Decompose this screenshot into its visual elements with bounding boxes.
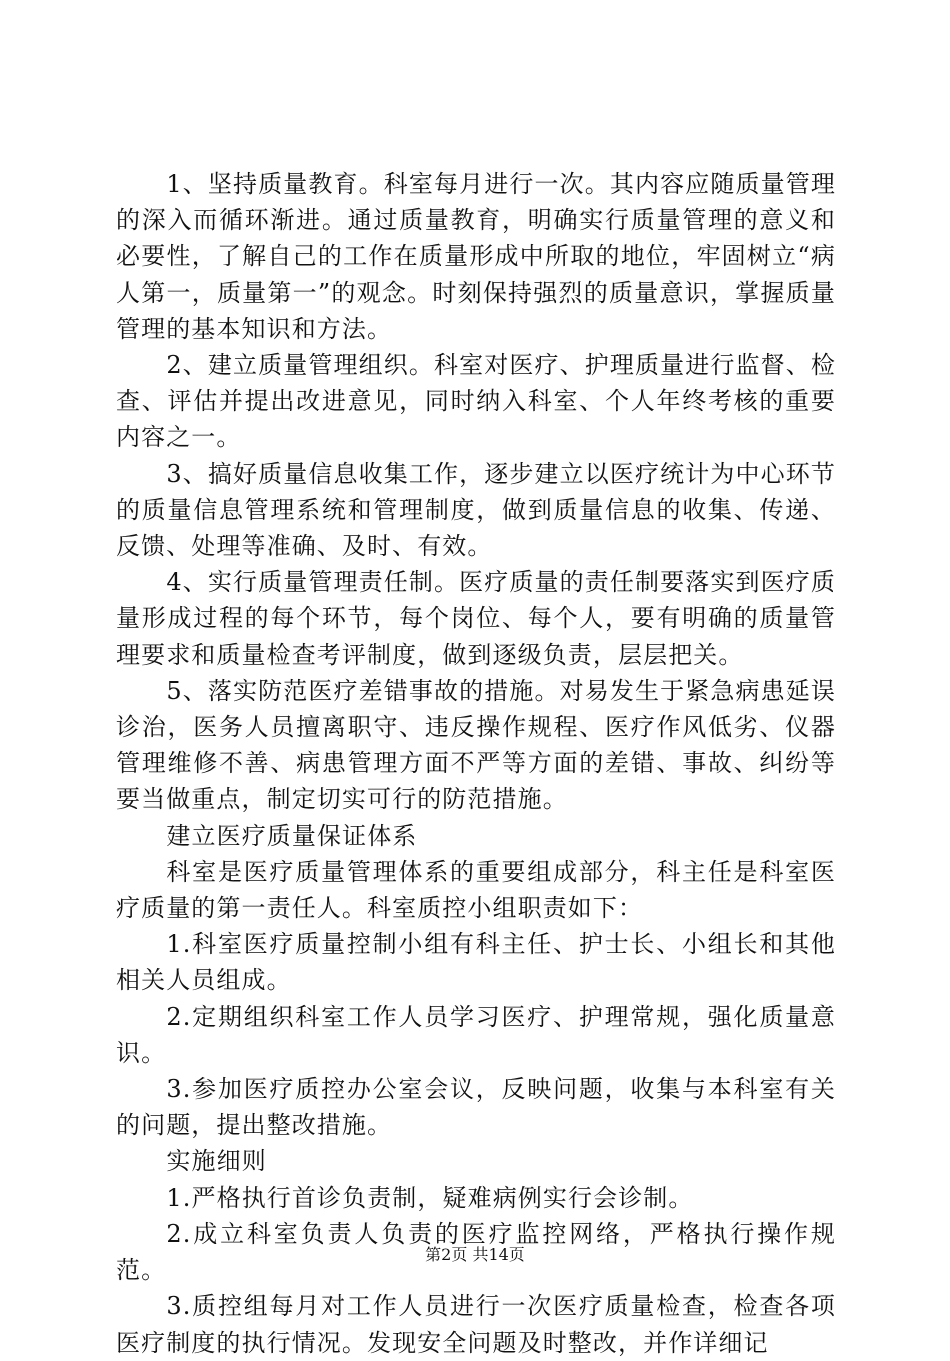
paragraph-department-role: 科室是医疗质量管理体系的重要组成部分，科主任是科室医疗质量的第一责任人。科室质控小组职责如下： [116, 857, 836, 923]
list-item-monthly-inspection: 3.质控组每月对工作人员进行一次医疗质量检查，检查各项医疗制度的执行情况。发现安全问题及时整改，并作详细记 [116, 1292, 836, 1357]
section-heading-assurance-system: 建立医疗质量保证体系 [166, 821, 418, 850]
section-heading-implementation: 实施细则 [166, 1147, 267, 1176]
list-item-first-diagnosis: 1.严格执行首诊负责制，疑难病例实行会诊制。 [166, 1183, 694, 1212]
list-item-monitoring-network: 2.成立科室负责人负责的医疗监控网络，严格执行操作规范。 [116, 1219, 836, 1285]
paragraph-quality-information: 3、搞好质量信息收集工作，逐步建立以医疗统计为中心环节的质量信息管理系统和管理制度，做到质量信息的收集、传递、反馈、处理等准确、及时、有效。 [116, 459, 836, 561]
paragraph-quality-organization: 2、建立质量管理组织。科室对医疗、护理质量进行监督、检查、评估并提出改进意见，同时纳入科室、个人年终考核的重要内容之一。 [116, 351, 836, 452]
paragraph-error-prevention: 5、落实防范医疗差错事故的措施。对易发生于紧急病患延误诊治，医务人员擅离职守、违反操作规程、医疗作风低劣、仪器管理维修不善、病患管理方面不严等方面的差错、事故、纠纷等要当做重点，制定切实可行的防范措施。 [116, 676, 836, 814]
list-item-control-group: 1.科室医疗质量控制小组有科主任、护士长、小组长和其他相关人员组成。 [116, 930, 836, 995]
list-item-meetings: 3.参加医疗质控办公室会议，反映问题，收集与本科室有关的问题，提出整改措施。 [116, 1075, 836, 1140]
page-number-footer: 第2页 共14页 [425, 1245, 525, 1264]
paragraph-responsibility-system: 4、实行质量管理责任制。医疗质量的责任制要落实到医疗质量形成过程的每个环节，每个岗位、每个人，要有明确的质量管理要求和质量检查考评制度，做到逐级负责，层层把关。 [116, 568, 836, 669]
list-item-staff-training: 2.定期组织科室工作人员学习医疗、护理常规，强化质量意识。 [116, 1002, 836, 1067]
document-body [116, 166, 836, 1361]
paragraph-quality-education: 1、坚持质量教育。科室每月进行一次。其内容应随质量管理的深入而循环渐进。通过质量教育，明确实行质量管理的意义和必要性，了解自己的工作在质量形成中所取的地位，牢固树立“病人第一，质量第一”的观念。时刻保持强烈的质量意识，掌握质量管理的基本知识和方法。 [116, 170, 836, 343]
